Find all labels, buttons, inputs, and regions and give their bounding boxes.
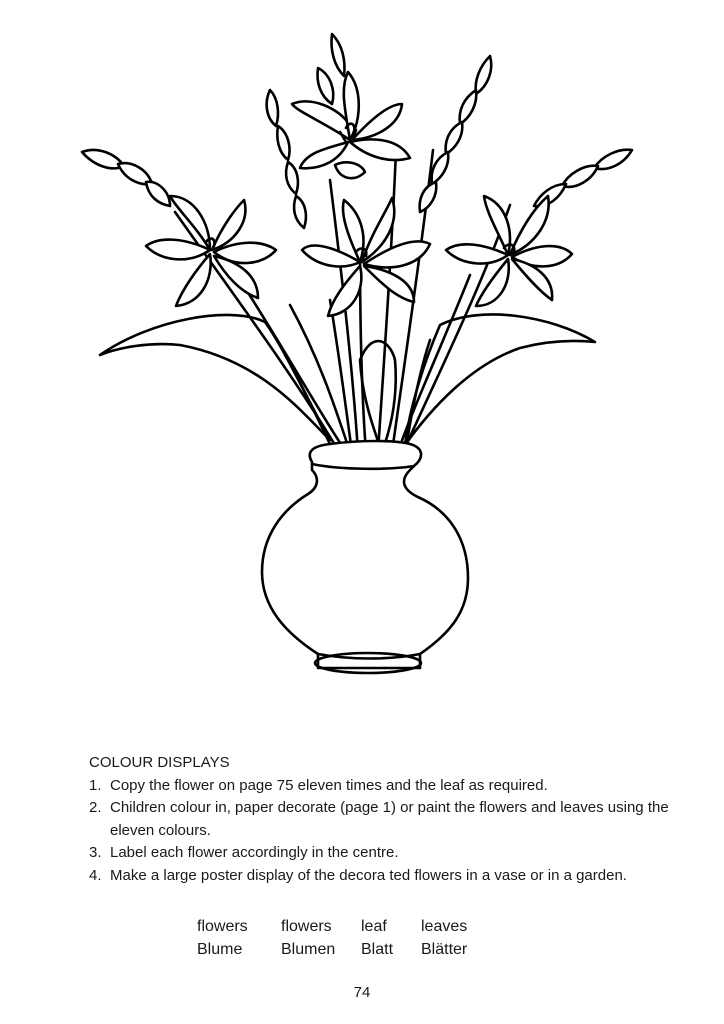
instruction-number: 4. — [89, 866, 102, 884]
instruction-item — [89, 865, 689, 888]
vocab-cell: flowers — [197, 918, 248, 935]
instruction-item — [89, 842, 689, 865]
instruction-text: Children colour in, paper decorate (page 1) or paint the flowers and leaves using the eleven colours. — [110, 799, 669, 839]
instruction-text: Label each flower accordingly in the centre. — [110, 844, 399, 861]
instruction-number: 3. — [89, 844, 102, 861]
vocab-cell: Blätter — [421, 941, 468, 958]
page-number: 74 — [353, 984, 371, 1001]
instruction-number: 1. — [89, 776, 102, 794]
vocab-cell: Blumen — [281, 941, 336, 958]
vocab-cell: leaves — [421, 918, 468, 935]
vocab-cell: flowers — [281, 918, 332, 935]
leaf-right — [405, 314, 595, 445]
instruction-text: Copy the flower on page 75 eleven times and the leaf as required. — [110, 776, 548, 794]
vocabulary-table — [197, 918, 467, 964]
instructions-heading: COLOUR DISPLAYS — [89, 754, 230, 771]
flower-top — [292, 72, 410, 178]
flowers — [146, 72, 572, 316]
instruction-item — [89, 797, 689, 842]
instruction-text: Make a large poster display of the decora ted flowers in a vase or in a garden. — [110, 866, 627, 884]
instructions-list — [89, 775, 689, 888]
instruction-number: 2. — [89, 799, 102, 816]
flower-left — [146, 196, 276, 306]
instruction-item — [89, 775, 689, 798]
vase — [262, 441, 468, 673]
flower-center — [302, 198, 430, 316]
vocabulary-row-english — [197, 918, 467, 941]
vocab-cell: leaf — [361, 918, 387, 935]
vocabulary-row-german — [197, 941, 467, 964]
vocab-cell: Blatt — [361, 941, 394, 958]
vocab-cell: Blume — [197, 941, 243, 958]
instructions — [89, 752, 689, 887]
leaf-left — [100, 315, 330, 440]
